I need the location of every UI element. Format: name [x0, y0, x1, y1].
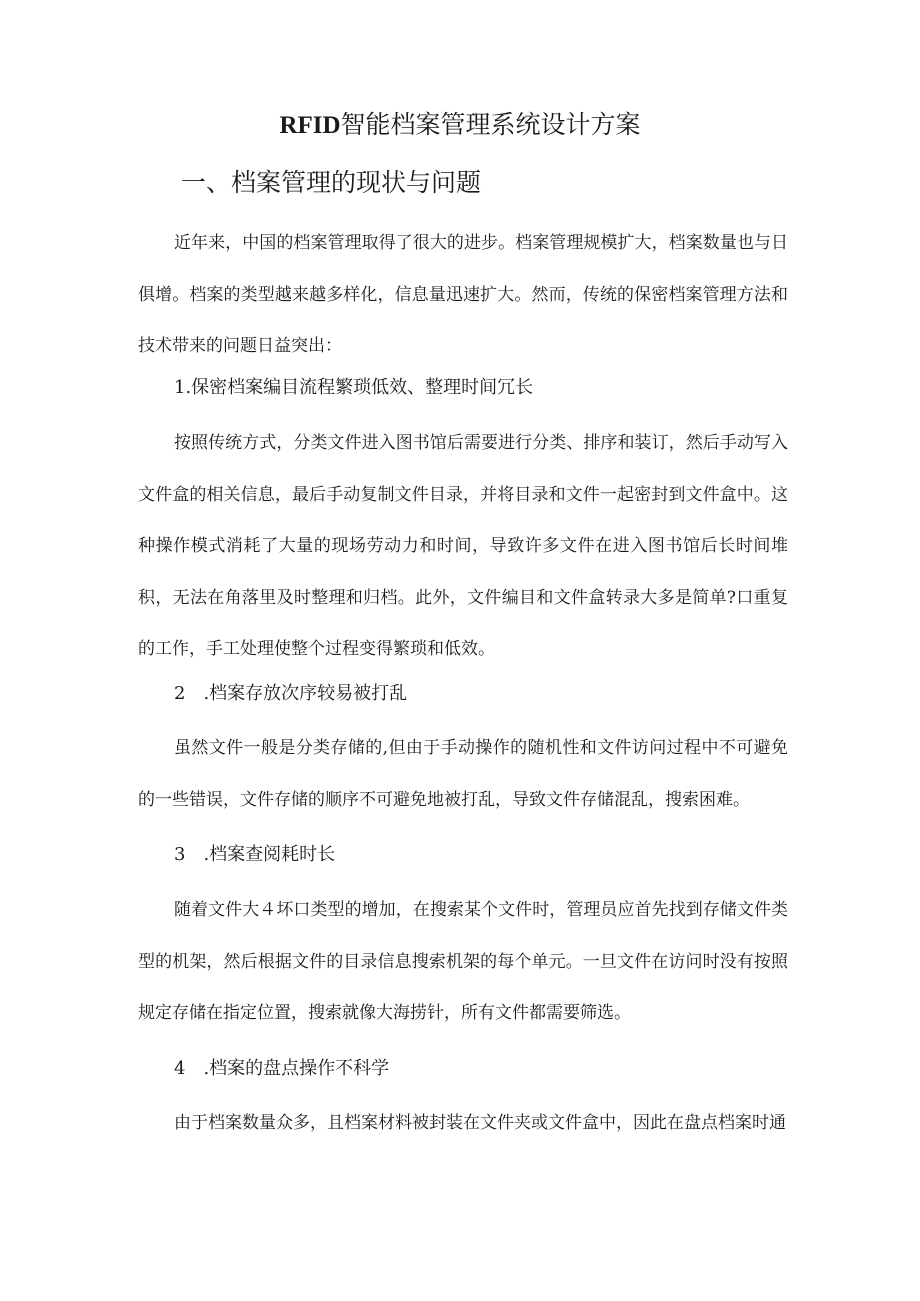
item-3-body: 随着文件大４坏口类型的增加，在搜索某个文件时，管理员应首先找到存储文件类型的机架，然后根据文件的目录信息搜索机架的每个单元。一旦文件在访问时没有按照规定存储在指定位置，搜索就像大海捞针，所有文件都需要筛选。 [138, 900, 788, 1023]
document-title: RFID智能档案管理系统设计方案 [279, 110, 641, 139]
item-4-body: 由于档案数量众多，且档案材料被封装在文件夹或文件盒中，因此在盘点档案时通 [174, 1113, 786, 1133]
item-3-heading: 3 .档案查阅耗时长 [174, 844, 336, 865]
intro-paragraph: 近年来，中国的档案管理取得了很大的进步。档案管理规模扩大，档案数量也与日俱增。档案的类型越来越多样化，信息量迅速扩大。然而，传统的保密档案管理方法和技术带来的问题日益突出： [138, 233, 788, 356]
item-2-heading: 2 .档案存放次序较易被打乱 [174, 683, 408, 704]
item-1-heading: 1.保密档案编目流程繁琐低效、整理时间冗长 [174, 377, 534, 398]
item-4-heading: 4 .档案的盘点操作不科学 [174, 1058, 390, 1079]
item-2-body: 虽然文件一般是分类存储的,但由于手动操作的随机性和文件访问过程中不可避免的一些错误，文件存储的顺序不可避免地被打乱，导致文件存储混乱，搜索困难。 [138, 738, 788, 810]
section-heading: 一、档案管理的现状与问题 [181, 168, 482, 197]
title-acronym: RFID [279, 112, 341, 139]
item-1-body: 按照传统方式，分类文件进入图书馆后需要进行分类、排序和装订，然后手动写入文件盒的相关信息，最后手动复制文件目录，并将目录和文件一起密封到文件盒中。这种操作模式消耗了大量的现场劳动力和时间，导致许多文件在进入图书馆后长时间堆积，无法在角落里及时整理和归档。此外，文件编目和文件盒转录大多是简单?口重复的工作，手工处理使整个过程变得繁琐和低效。 [138, 433, 788, 659]
